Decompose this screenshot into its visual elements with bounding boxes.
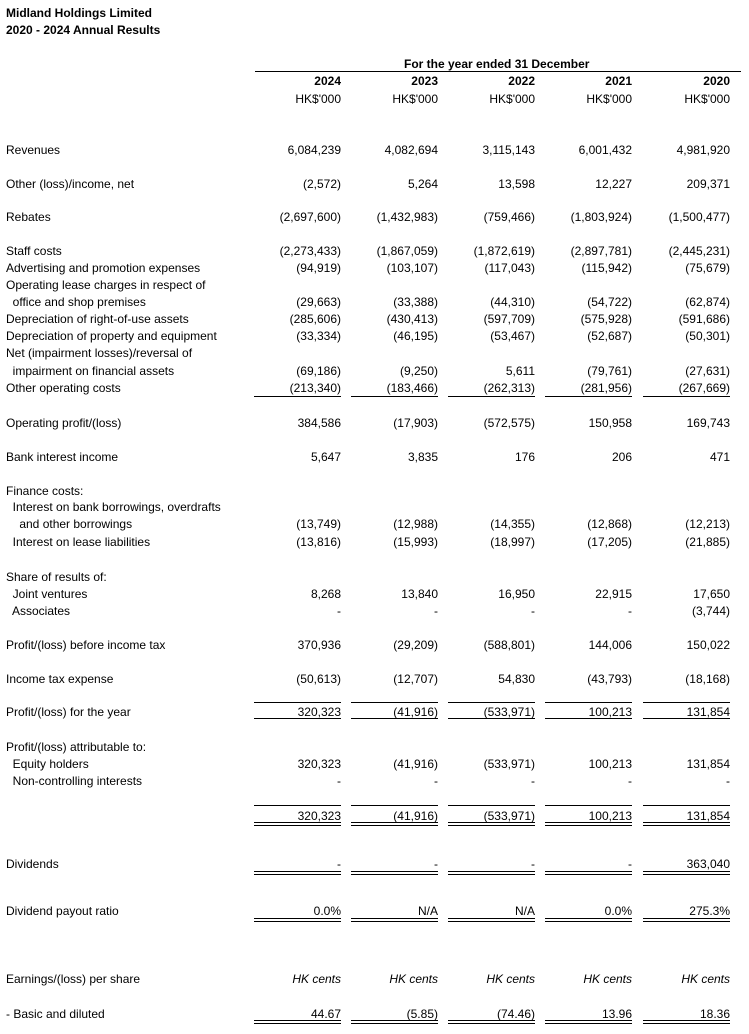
row-label: Net (impairment losses)/reversal of [6,346,193,360]
cell-value: - [726,774,730,788]
cell-value: 18.36 [699,1007,730,1021]
cell-value: 100,213 [588,757,632,771]
cell-value: (29,209) [393,638,438,652]
cell-value: (2,445,231) [668,244,730,258]
cell-value: 209,371 [686,177,730,191]
single-underline [254,805,341,806]
cell-value: 13,598 [498,177,535,191]
cell-value: (267,669) [678,381,730,395]
cell-value: (117,043) [484,261,535,275]
cell-value: 4,981,920 [676,143,730,157]
cell-value: (29,663) [296,295,341,309]
cell-value: (5.85) [406,1007,438,1021]
double-underline [448,871,535,875]
single-underline [643,805,730,806]
cell-value: (17,205) [587,535,632,549]
cell-value: 169,743 [686,416,730,430]
cell-value: (115,942) [581,261,632,275]
cell-value: (3,744) [691,604,730,618]
row-label: Profit/(loss) for the year [6,705,131,719]
cell-value: (46,195) [393,329,438,343]
single-underline [448,805,535,806]
cell-value: (1,803,924) [570,210,632,224]
row-label: office and shop premises [6,295,146,309]
cell-value: (12,868) [587,517,632,531]
row-label: Revenues [6,143,61,157]
double-underline [643,918,730,922]
cell-value: 13.96 [601,1007,632,1021]
unit-header: HK$'000 [489,92,535,106]
double-underline [448,1020,535,1024]
year-header: 2023 [411,74,438,88]
cell-value: 150,022 [686,638,730,652]
cell-value: 384,586 [297,416,341,430]
cell-value: (533,971) [483,757,535,771]
unit-header: HK$'000 [684,92,730,106]
single-underline [643,396,730,397]
cell-value: (44,310) [490,295,535,309]
row-label: Income tax expense [6,672,114,686]
single-underline [254,718,341,719]
cell-value: 16,950 [498,587,535,601]
year-header: 2022 [508,74,535,88]
single-underline [545,702,632,703]
cell-value: (41,916) [393,705,438,719]
cell-value: (1,432,983) [376,210,438,224]
cell-value: (2,572) [302,177,341,191]
row-label: Rebates [6,210,51,224]
header-rule [255,71,741,72]
double-underline [254,871,341,875]
row-label: Finance costs: [6,484,84,498]
cell-value: (588,801) [483,638,535,652]
cell-value: (43,793) [587,672,632,686]
cell-value: - [337,774,341,788]
double-underline [643,1020,730,1024]
unit-header: HK$'000 [295,92,341,106]
double-underline [545,871,632,875]
double-underline [351,1020,438,1024]
row-label: Depreciation of property and equipment [6,329,217,343]
cell-value: 6,084,239 [287,143,341,157]
unit-header: HK$'000 [392,92,438,106]
cell-value: (74.46) [496,1007,535,1021]
cell-value: 5,647 [310,450,341,464]
double-underline [643,822,730,826]
row-label: impairment on financial assets [6,364,175,378]
cell-value: 100,213 [588,705,632,719]
row-label: and other borrowings [6,517,133,531]
cell-value: 100,213 [588,809,632,823]
cell-value: (15,993) [393,535,438,549]
cell-value: - [628,774,632,788]
cell-value: 22,915 [595,587,632,601]
double-underline [448,918,535,922]
cell-value: (12,707) [393,672,438,686]
single-underline [545,718,632,719]
cell-value: (33,334) [296,329,341,343]
cell-value: HK cents [583,972,632,986]
cell-value: (94,919) [296,261,341,275]
cell-value: (75,679) [685,261,730,275]
double-underline [545,1020,632,1024]
cell-value: - [337,604,341,618]
cell-value: (21,885) [685,535,730,549]
cell-value: (69,186) [296,364,341,378]
cell-value: (50,613) [296,672,341,686]
row-label: Equity holders [6,757,89,771]
cell-value: 4,082,694 [384,143,438,157]
cell-value: - [434,857,438,871]
cell-value: (18,997) [490,535,535,549]
cell-value: (533,971) [483,705,535,719]
cell-value: (1,872,619) [473,244,535,258]
cell-value: (9,250) [399,364,438,378]
year-header: 2021 [605,74,632,88]
single-underline [643,718,730,719]
cell-value: (2,897,781) [570,244,632,258]
row-label: Staff costs [6,244,62,258]
row-label: - Basic and diluted [6,1007,105,1021]
row-label: Share of results of: [6,570,107,584]
cell-value: 5,611 [505,364,535,378]
row-label: Non-controlling interests [6,774,143,788]
cell-value: (12,988) [393,517,438,531]
single-underline [448,718,535,719]
double-underline [351,822,438,826]
row-label: Profit/(loss) attributable to: [6,740,147,754]
cell-value: (533,971) [483,809,535,823]
single-underline [351,718,438,719]
cell-value: (12,213) [685,517,730,531]
row-label: Interest on lease liabilities [6,535,151,549]
cell-value: (759,466) [483,210,535,224]
cell-value: (62,874) [685,295,730,309]
cell-value: 6,001,432 [578,143,632,157]
cell-value: 275.3% [689,904,730,918]
cell-value: - [337,857,341,871]
cell-value: (14,355) [490,517,535,531]
cell-value: - [531,857,535,871]
cell-value: (430,413) [386,312,438,326]
row-label: Earnings/(loss) per share [6,972,141,986]
double-underline [254,1020,341,1024]
cell-value: 320,323 [297,809,341,823]
cell-value: HK cents [681,972,730,986]
cell-value: 17,650 [693,587,730,601]
single-underline [545,396,632,397]
row-label: Operating lease charges in respect of [6,278,206,292]
cell-value: (1,500,477) [668,210,730,224]
cell-value: (18,168) [685,672,730,686]
row-label: Depreciation of right-of-use assets [6,312,189,326]
single-underline [351,396,438,397]
year-header: 2024 [314,74,341,88]
report-subtitle: 2020 - 2024 Annual Results [6,23,161,37]
cell-value: (213,340) [289,381,341,395]
cell-value: (33,388) [393,295,438,309]
row-label: Joint ventures [6,587,88,601]
cell-value: (41,916) [393,809,438,823]
row-label: Dividends [6,857,59,871]
cell-value: N/A [514,904,535,918]
cell-value: 320,323 [297,705,341,719]
cell-value: (597,709) [483,312,535,326]
cell-value: 0.0% [313,904,341,918]
cell-value: (52,687) [587,329,632,343]
single-underline [351,805,438,806]
cell-value: 370,936 [297,638,341,652]
cell-value: (27,631) [685,364,730,378]
cell-value: 5,264 [407,177,438,191]
cell-value: (103,107) [386,261,438,275]
row-label: Other operating costs [6,381,121,395]
double-underline [448,822,535,826]
cell-value: (2,273,433) [279,244,341,258]
cell-value: - [531,604,535,618]
cell-value: (53,467) [490,329,535,343]
cell-value: N/A [417,904,438,918]
cell-value: (50,301) [685,329,730,343]
cell-value: 471 [709,450,730,464]
cell-value: 176 [514,450,535,464]
single-underline [351,702,438,703]
double-underline [351,918,438,922]
cell-value: - [628,857,632,871]
cell-value: (1,867,059) [376,244,438,258]
cell-value: HK cents [292,972,341,986]
unit-header: HK$'000 [586,92,632,106]
row-label: Associates [6,604,71,618]
cell-value: 0.0% [604,904,632,918]
single-underline [448,396,535,397]
double-underline [545,918,632,922]
cell-value: (591,686) [678,312,730,326]
row-label: Operating profit/(loss) [6,416,122,430]
cell-value: 131,854 [686,809,730,823]
year-header: 2020 [703,74,730,88]
cell-value: 44.67 [310,1007,341,1021]
cell-value: (17,903) [393,416,438,430]
cell-value: 3,835 [407,450,438,464]
cell-value: (262,313) [483,381,535,395]
cell-value: 3,115,143 [482,143,535,157]
cell-value: - [531,774,535,788]
double-underline [643,871,730,875]
single-underline [254,702,341,703]
cell-value: - [434,604,438,618]
cell-value: (2,697,600) [279,210,341,224]
cell-value: (285,606) [289,312,341,326]
double-underline [254,918,341,922]
row-label: Profit/(loss) before income tax [6,638,166,652]
cell-value: (13,816) [296,535,341,549]
cell-value: (13,749) [296,517,341,531]
cell-value: 8,268 [310,587,341,601]
cell-value: HK cents [486,972,535,986]
row-label: Bank interest income [6,450,119,464]
single-underline [254,396,341,397]
cell-value: 12,227 [595,177,632,191]
cell-value: 54,830 [498,672,535,686]
cell-value: - [628,604,632,618]
double-underline [545,822,632,826]
row-label: Interest on bank borrowings, overdrafts [6,500,221,514]
cell-value: (575,928) [580,312,632,326]
cell-value: 13,840 [401,587,438,601]
cell-value: (79,761) [587,364,632,378]
cell-value: 150,958 [588,416,632,430]
single-underline [643,702,730,703]
cell-value: (183,466) [386,381,438,395]
cell-value: (572,575) [483,416,535,430]
row-label: Other (loss)/income, net [6,177,135,191]
cell-value: (54,722) [587,295,632,309]
cell-value: 144,006 [588,638,632,652]
company-name: Midland Holdings Limited [6,6,152,20]
double-underline [351,871,438,875]
cell-value: (281,956) [580,381,632,395]
single-underline [448,702,535,703]
double-underline [254,822,341,826]
cell-value: 320,323 [297,757,341,771]
row-label: Advertising and promotion expenses [6,261,201,275]
cell-value: HK cents [389,972,438,986]
cell-value: 131,854 [686,757,730,771]
cell-value: 131,854 [686,705,730,719]
row-label: Dividend payout ratio [6,904,119,918]
cell-value: (41,916) [393,757,438,771]
period-heading: For the year ended 31 December [404,57,590,71]
cell-value: - [434,774,438,788]
single-underline [545,805,632,806]
cell-value: 363,040 [686,857,730,871]
cell-value: 206 [611,450,632,464]
